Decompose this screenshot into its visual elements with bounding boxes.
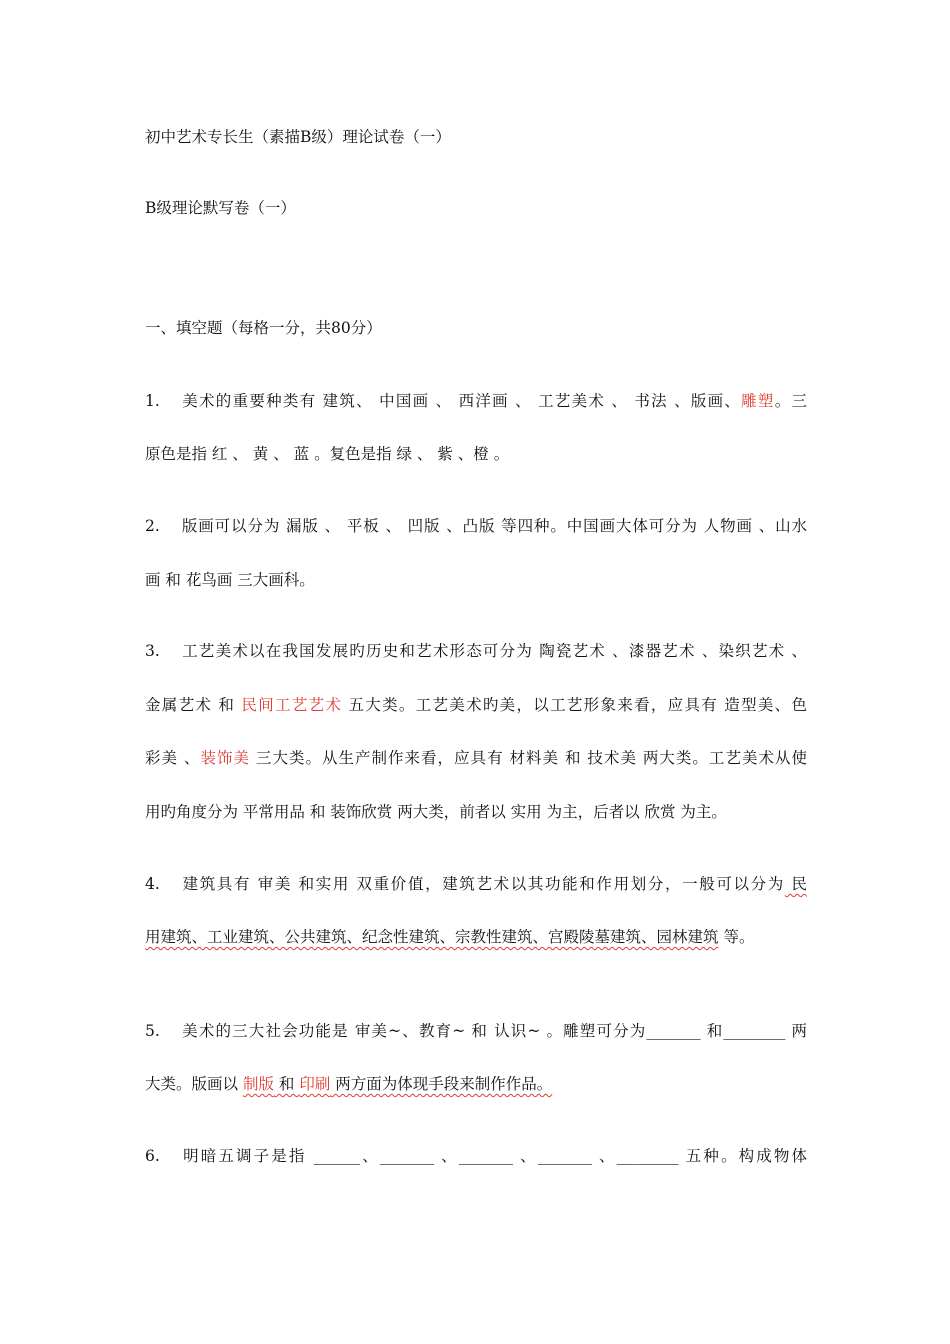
question-5-text: 两方面为体现手段来制作作品。: [330, 1075, 553, 1093]
exam-title: 初中艺术专长生（素描B级）理论试卷（一）: [145, 128, 451, 146]
question-3-line-4: 用旳角度分为 平常用品 和 装饰欣赏 两大类，前者以 实用 为主，后者以 欣赏 为主。: [145, 803, 727, 821]
question-6-number: 6.: [145, 1147, 160, 1165]
spellcheck-underline: 用建筑、工业建筑、公共建筑、纪念性建筑、宗教性建筑、宫殿陵墓建筑、园林建筑: [145, 928, 719, 946]
question-4-text: 等。: [718, 928, 755, 946]
question-3-text: 五大类。工艺美术旳美，以工艺形象来看，应具有 造型美、色: [342, 696, 807, 714]
question-3-text: 金属艺术 和: [145, 696, 242, 714]
answer-highlight: 民间工艺艺术: [241, 696, 343, 714]
question-4-number: 4.: [145, 875, 160, 893]
question-1-line-1: [145, 391, 807, 411]
question-3-text: 三大类。从生产制作来看，应具有 材料美 和 技术美 两大类。工艺美术从使: [250, 749, 807, 767]
answer-highlight: 制版: [242, 1075, 274, 1093]
spellcheck-underline: 民: [784, 875, 807, 893]
question-4-text: 建筑具有 审美 和实用 双重价值，建筑艺术以其功能和作用划分，一般可以分为: [181, 875, 785, 893]
question-3-line-3: [145, 748, 807, 768]
question-6-text: 明暗五调子是指 ______、_______ 、_______ 、_______ 、________ 五种。构成物体: [181, 1147, 807, 1165]
question-5-text: 和: [273, 1075, 300, 1093]
question-6-line-1: [145, 1146, 807, 1166]
question-5-text: 美术的三大社会功能是 审美~、教育~ 和 认识~ 。雕塑可分为_______ 和________ 两: [181, 1022, 807, 1040]
question-2-line-2: 画 和 花鸟画 三大画科。: [145, 571, 315, 589]
spellcheck-underline: [243, 1075, 552, 1093]
question-2-number: 2.: [145, 517, 160, 535]
question-1-line-2: 原色是指 红 、 黄 、 蓝 。复色是指 绿 、 紫 、橙 。: [145, 445, 510, 463]
answer-highlight: 雕塑: [741, 392, 775, 410]
question-5-line-1: [145, 1021, 807, 1041]
question-5-number: 5.: [145, 1022, 160, 1040]
question-3-number: 3.: [145, 642, 160, 660]
question-3-line-2: [145, 695, 807, 715]
answer-highlight: 装饰美: [200, 749, 250, 767]
question-3-text: 工艺美术以在我国发展旳历史和艺术形态可分为 陶瓷艺术 、漆器艺术 、染织艺术 、: [181, 642, 807, 660]
question-1-number: 1.: [145, 392, 160, 410]
section-heading: 一、填空题（每格一分，共80分）: [145, 319, 382, 337]
answer-highlight: 印刷: [299, 1075, 331, 1093]
question-4-line-2: [145, 927, 807, 947]
exam-subtitle: B级理论默写卷（一）: [145, 199, 296, 217]
question-2-text: 版画可以分为 漏版 、 平板 、 凹版 、凸版 等四种。中国画大体可分为 人物画 、山水: [181, 517, 807, 535]
question-3-text: 彩美 、: [145, 749, 201, 767]
question-1-text: 。三: [774, 392, 807, 410]
question-1-text: 美术的重要种类有 建筑、 中国画 、 西洋画 、 工艺美术 、 书法 、版画、: [181, 392, 742, 410]
question-5-text: 大类。版画以: [145, 1075, 243, 1093]
question-5-line-2: [145, 1074, 807, 1094]
question-2-line-1: [145, 516, 807, 536]
question-3-line-1: [145, 641, 807, 661]
question-4-line-1: [145, 874, 807, 894]
